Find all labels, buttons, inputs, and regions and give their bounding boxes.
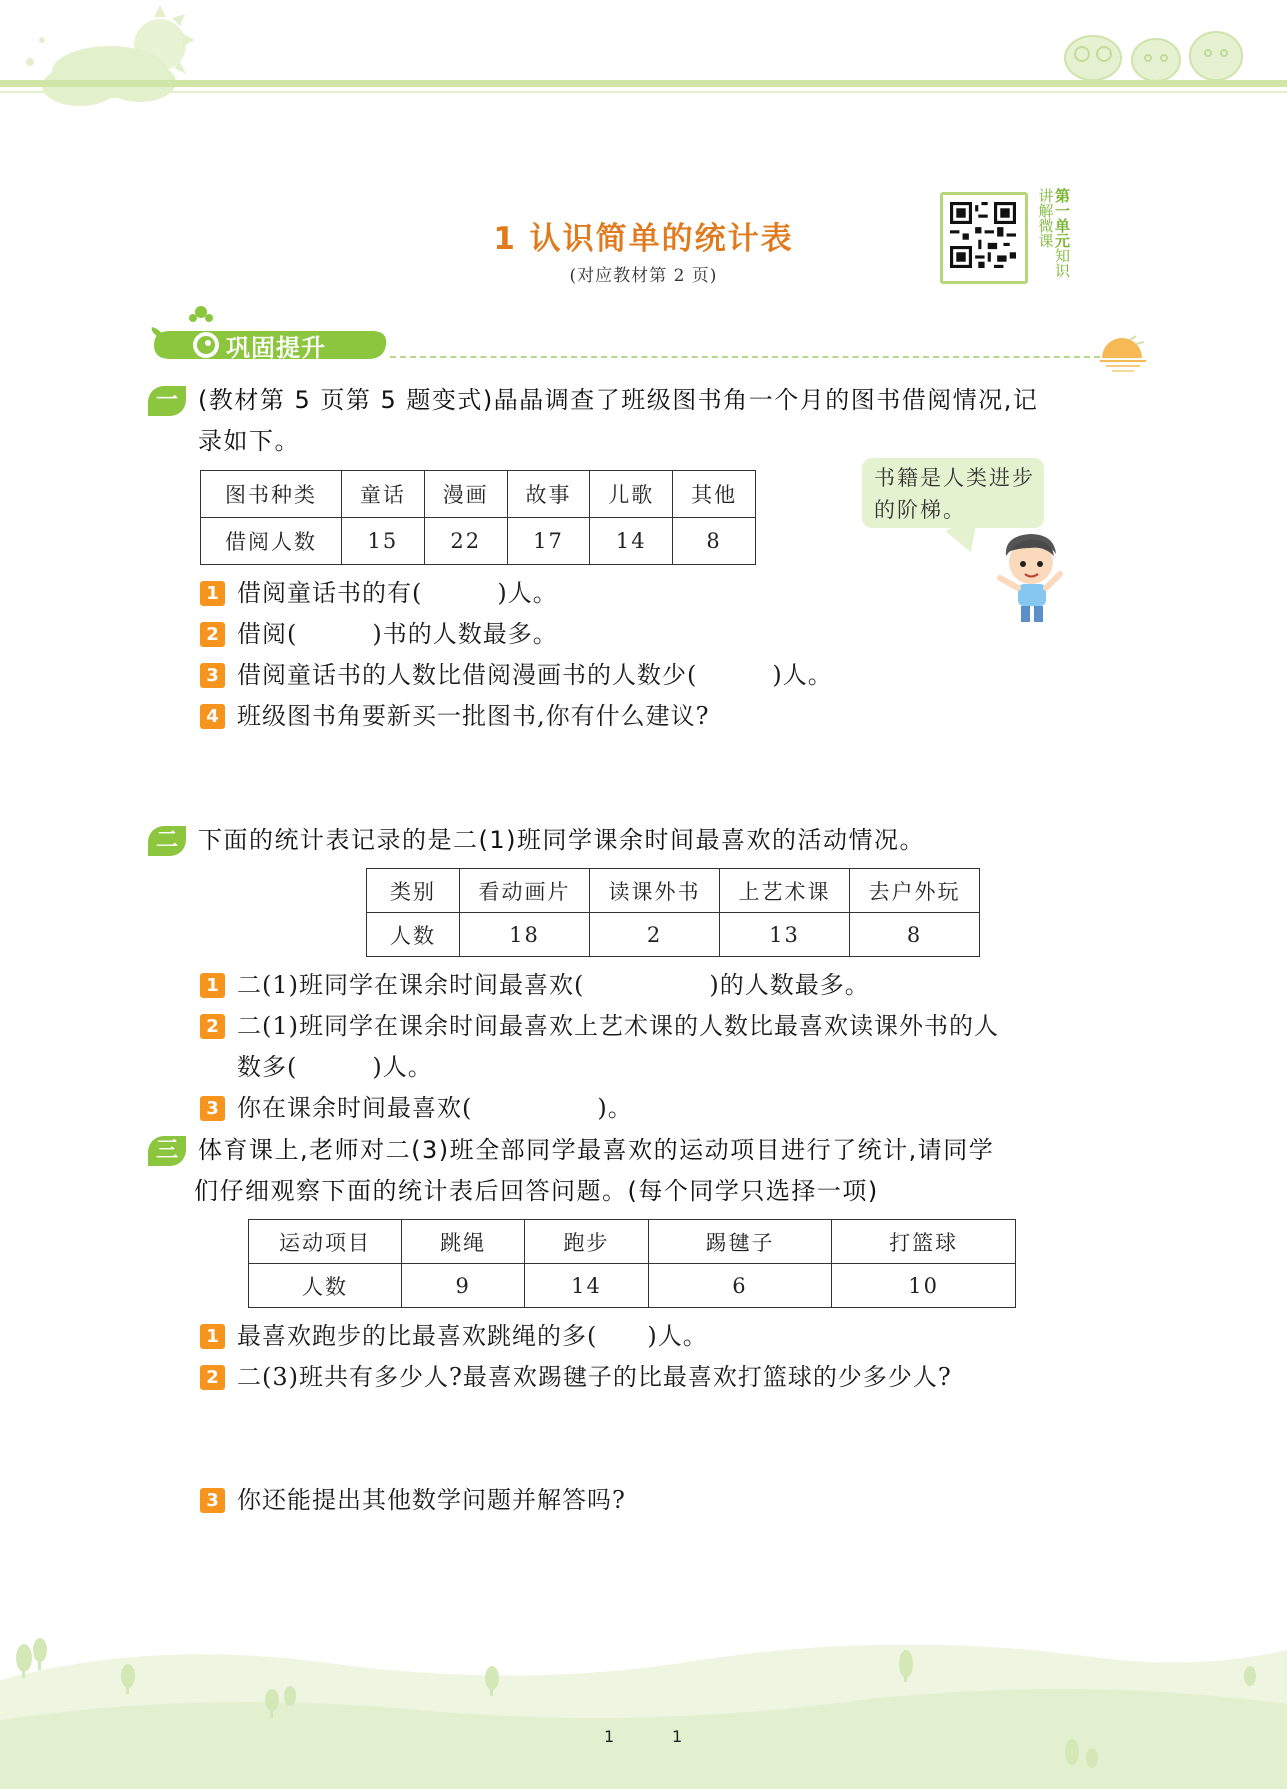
page-subtitle: (对应教材第 2 页) [569,266,718,286]
table-cell: 14 [525,1264,648,1308]
table-cell: 8 [673,518,756,565]
table-header-cell: 上艺术课 [720,869,850,913]
book-borrowing-table [200,470,756,565]
banner-dashed-line [390,356,1100,358]
boy-illustration [990,530,1070,625]
table-header-cell: 漫画 [424,471,507,518]
question-text: 借阅( )书的人数最多。 [237,620,558,648]
item-number-badge: 3 [200,663,225,688]
item-number-badge: 2 [200,622,225,647]
table-header-cell: 童话 [342,471,425,518]
table-header-cell: 类别 [367,869,460,913]
question-text: 你在课余时间最喜欢( )。 [237,1094,633,1122]
whale-spout-icon [186,304,216,330]
section2-text: 下面的统计表记录的是二(1)班同学课余时间最喜欢的活动情况。 [198,826,925,854]
animal-faces-decoration [1058,20,1248,85]
sun-cloud-decoration [0,0,220,115]
item-number-badge: 2 [200,1014,225,1039]
table-row-label: 人数 [249,1264,402,1308]
table-row-label: 人数 [367,913,460,957]
table-header-cell: 故事 [507,471,590,518]
question-text: 最喜欢跑步的比最喜欢跳绳的多( )人。 [237,1322,708,1350]
qr-code-icon[interactable] [950,202,1016,268]
table-cell: 18 [460,913,590,957]
sports-table [248,1219,1016,1308]
section1-text-line1: (教材第 5 页第 5 题变式)晶晶调查了班级图书角一个月的图书借阅情况,记 [198,386,1039,414]
qr-label [1030,188,1070,288]
table-header-cell: 去户外玩 [850,869,980,913]
table-header-cell: 读课外书 [590,869,720,913]
table-header-cell: 跳绳 [402,1220,525,1264]
table-header-cell: 打篮球 [832,1220,1016,1264]
header-band-thin [0,91,1287,93]
table-cell: 6 [648,1264,832,1308]
table-cell: 15 [342,518,425,565]
question-text: 二(1)班同学在课余时间最喜欢上艺术课的人数比最喜欢读课外书的人 [237,1012,999,1040]
table-header-cell: 跑步 [525,1220,648,1264]
activity-table [366,868,980,957]
question-text: 班级图书角要新买一批图书,你有什么建议? [237,702,710,730]
question-text: 二(1)班同学在课余时间最喜欢( )的人数最多。 [237,971,870,999]
page-title: 1 认识简单的统计表 [493,221,794,257]
item-number-badge: 3 [200,1488,225,1513]
item-number-badge: 1 [200,581,225,606]
table-row-label: 借阅人数 [201,518,342,565]
table-header-cell: 图书种类 [201,471,342,518]
item-number-badge: 2 [200,1365,225,1390]
section2-marker: 二 [148,826,186,856]
table-cell: 10 [832,1264,1016,1308]
section3-marker: 三 [148,1136,186,1166]
table-row [201,471,756,518]
question-text: 借阅童话书的有( )人。 [237,579,558,607]
item-number-badge: 3 [200,1096,225,1121]
table-header-cell: 踢毽子 [648,1220,832,1264]
speech-bubble-text: 书籍是人类进步的阶梯。 [874,466,1035,522]
question-text: 二(3)班共有多少人?最喜欢踢毽子的比最喜欢打篮球的少多少人? [237,1363,952,1391]
qr-label-unit: 第一单元 [1053,188,1071,248]
section1-marker: 一 [148,386,186,416]
table-row [201,518,756,565]
item-number-badge: 4 [200,704,225,729]
table-header-cell: 其他 [673,471,756,518]
page-number-right: 1 [672,1727,683,1746]
header-band [0,80,1287,87]
section1-text-line2: 录如下。 [198,427,300,455]
sunset-icon [1096,334,1150,374]
table-row [367,869,980,913]
table-cell: 2 [590,913,720,957]
section-banner-label: 巩固提升 [226,334,326,362]
table-header-cell: 看动画片 [460,869,590,913]
question-text-continued: 数多( )人。 [237,1053,433,1081]
table-header-cell: 运动项目 [249,1220,402,1264]
item-number-badge: 1 [200,973,225,998]
table-cell: 13 [720,913,850,957]
table-cell: 14 [590,518,673,565]
table-row [249,1264,1016,1308]
footer-hills-decoration [0,1600,1287,1789]
table-cell: 17 [507,518,590,565]
table-cell: 22 [424,518,507,565]
table-cell: 8 [850,913,980,957]
table-header-cell: 儿歌 [590,471,673,518]
section3-text-line1: 体育课上,老师对二(3)班全部同学最喜欢的运动项目进行了统计,请同学 [198,1136,995,1164]
question-text: 借阅童话书的人数比借阅漫画书的人数少( )人。 [237,661,833,689]
question-text: 你还能提出其他数学问题并解答吗? [237,1486,626,1514]
table-row [249,1220,1016,1264]
page-number-left: 1 [604,1727,615,1746]
section3-text-line2: 们仔细观察下面的统计表后回答问题。(每个同学只选择一项) [194,1177,879,1205]
qr-label-lesson: 知识讲解微课 [1036,188,1071,278]
table-row [367,913,980,957]
table-cell: 9 [402,1264,525,1308]
item-number-badge: 1 [200,1324,225,1349]
